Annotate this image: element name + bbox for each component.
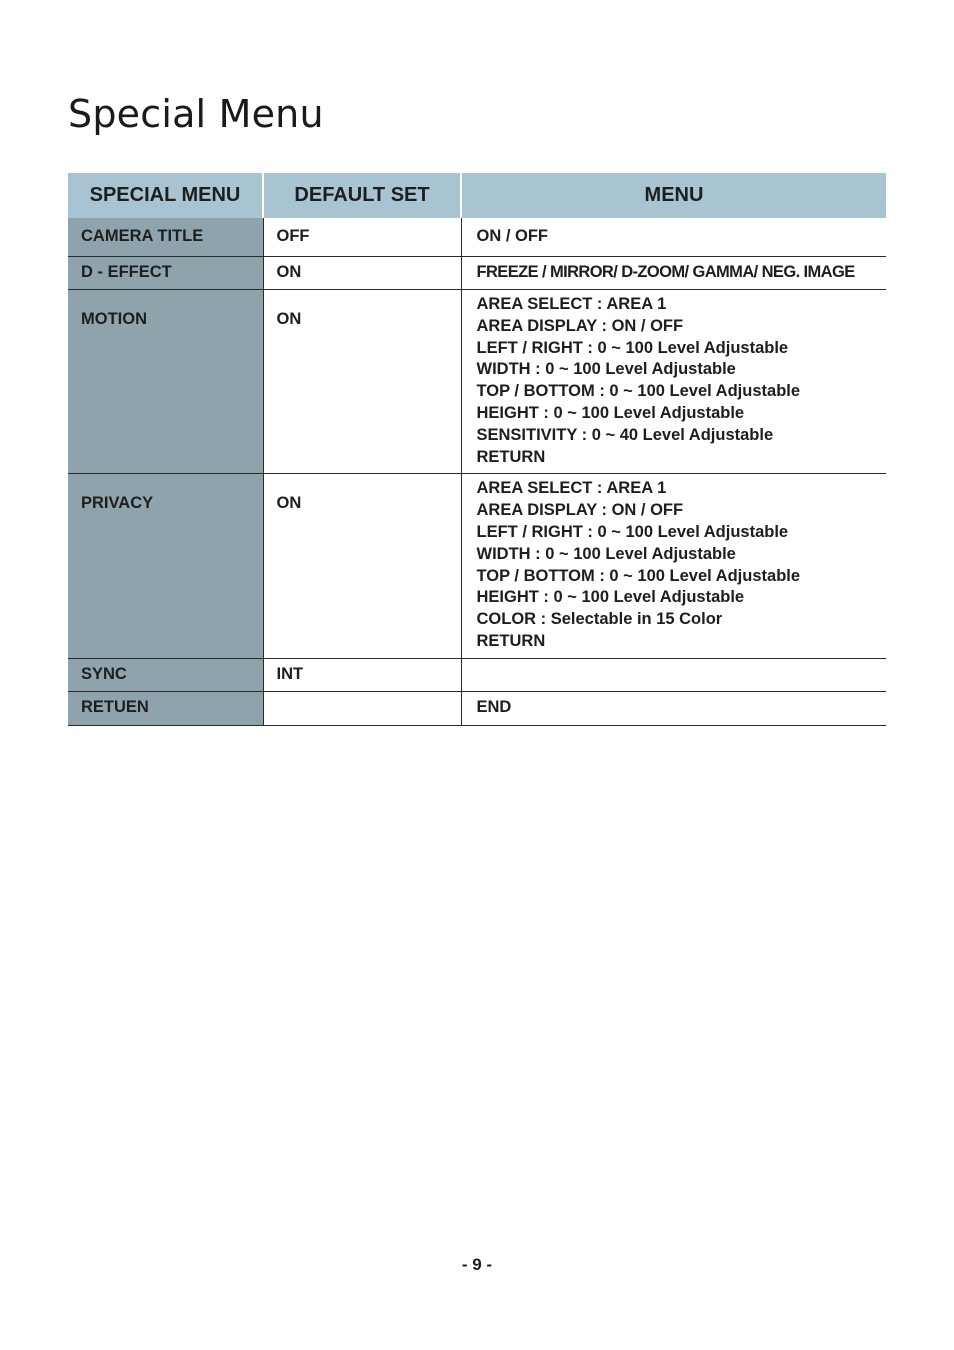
row-default-cell xyxy=(263,691,461,725)
menu-option: HEIGHT : 0 ~ 100 Level Adjustable xyxy=(476,403,745,422)
row-default-cell: OFF xyxy=(263,218,461,257)
table-header-row xyxy=(68,173,886,218)
row-name-cell: SYNC xyxy=(68,658,263,691)
row-default-cell: ON xyxy=(263,290,461,474)
table-row-motion xyxy=(68,290,886,474)
row-menu-cell xyxy=(461,474,886,658)
menu-option: AREA DISPLAY : ON / OFF xyxy=(476,316,684,335)
menu-option: TOP / BOTTOM : 0 ~ 100 Level Adjustable xyxy=(476,566,801,585)
row-name-cell: D - EFFECT xyxy=(68,257,263,290)
table-row-d-effect xyxy=(68,257,886,290)
row-name-cell: MOTION xyxy=(68,290,263,474)
menu-option: END xyxy=(476,698,512,717)
menu-option: AREA SELECT : AREA 1 xyxy=(476,479,667,498)
row-default-cell: ON xyxy=(263,257,461,290)
menu-option: SENSITIVITY : 0 ~ 40 Level Adjustable xyxy=(476,425,774,444)
menu-option: FREEZE / MIRROR/ D-ZOOM/ GAMMA/ NEG. IMAGE xyxy=(476,263,855,282)
menu-option: RETURN xyxy=(476,447,546,466)
menu-option: WIDTH : 0 ~ 100 Level Adjustable xyxy=(476,360,736,379)
column-header-default-set: DEFAULT SET xyxy=(263,173,461,218)
menu-option: AREA SELECT : AREA 1 xyxy=(476,295,667,313)
row-name-cell: PRIVACY xyxy=(68,474,263,658)
row-default-cell: ON xyxy=(263,474,461,658)
menu-option: AREA DISPLAY : ON / OFF xyxy=(476,501,684,520)
menu-option: HEIGHT : 0 ~ 100 Level Adjustable xyxy=(476,588,745,607)
row-menu-cell xyxy=(461,290,886,474)
table-row-privacy xyxy=(68,474,886,658)
column-header-menu: MENU xyxy=(461,173,886,218)
table-row-sync xyxy=(68,658,886,691)
table-row-camera-title xyxy=(68,218,886,257)
page-number: - 9 - xyxy=(461,1255,493,1274)
menu-option: LEFT / RIGHT : 0 ~ 100 Level Adjustable xyxy=(476,522,789,541)
table-row-return xyxy=(68,691,886,725)
row-default-cell: INT xyxy=(263,658,461,691)
menu-option: ON / OFF xyxy=(476,227,548,246)
row-menu-cell xyxy=(461,658,886,691)
special-menu-table xyxy=(68,173,886,726)
row-menu-cell xyxy=(461,218,886,257)
menu-option: TOP / BOTTOM : 0 ~ 100 Level Adjustable xyxy=(476,382,801,401)
menu-option: RETURN xyxy=(476,631,546,650)
page-title: Special Menu xyxy=(68,92,324,136)
row-menu-cell xyxy=(461,691,886,725)
menu-option: LEFT / RIGHT : 0 ~ 100 Level Adjustable xyxy=(476,338,789,357)
row-menu-cell xyxy=(461,257,886,290)
row-name-cell: RETUEN xyxy=(68,691,263,725)
column-header-special-menu: SPECIAL MENU xyxy=(68,173,263,218)
row-name-cell: CAMERA TITLE xyxy=(68,218,263,257)
menu-option: WIDTH : 0 ~ 100 Level Adjustable xyxy=(476,544,736,563)
menu-option: COLOR : Selectable in 15 Color xyxy=(476,610,723,629)
